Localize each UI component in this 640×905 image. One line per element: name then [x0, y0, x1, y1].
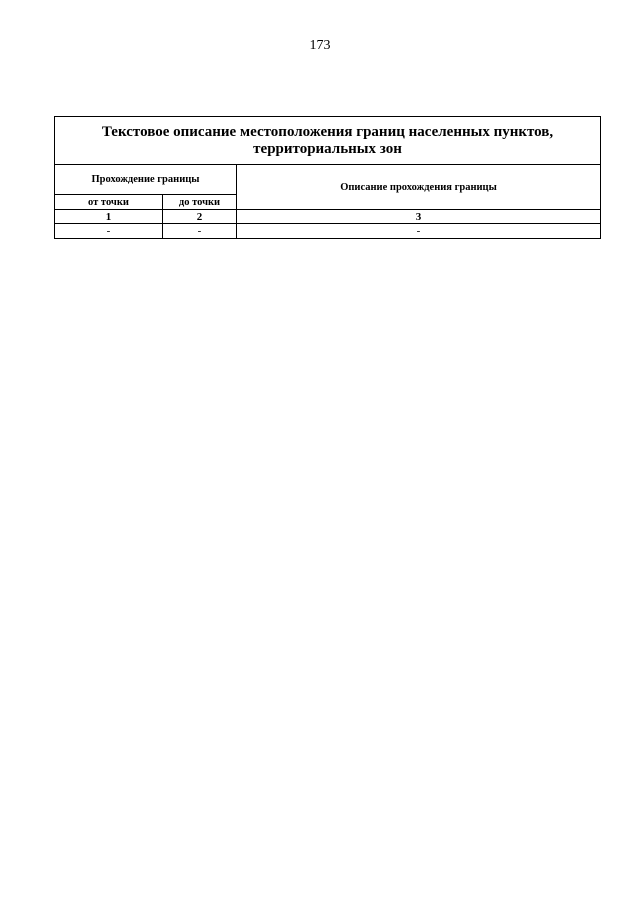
column-number-1: 1	[55, 210, 163, 224]
cell-from-point: -	[55, 224, 163, 239]
header-to-point: до точки	[163, 195, 237, 210]
boundary-description-table	[54, 116, 601, 239]
table-title-row	[55, 117, 601, 165]
header-from-point: от точки	[55, 195, 163, 210]
cell-to-point: -	[163, 224, 237, 239]
table-row	[55, 224, 601, 239]
table-header-row	[55, 165, 601, 195]
cell-description: -	[237, 224, 601, 239]
header-boundary-description: Описание прохождения границы	[237, 165, 601, 210]
column-number-row	[55, 210, 601, 224]
header-boundary-passage: Прохождение границы	[55, 165, 237, 195]
column-number-2: 2	[163, 210, 237, 224]
page-number: 173	[309, 38, 331, 53]
table-title-line-2: территориальных зон	[253, 140, 402, 157]
table-title-line-1: Текстовое описание местоположения границ населенных пунктов,	[101, 123, 554, 140]
table-title	[55, 117, 601, 165]
column-number-3: 3	[237, 210, 601, 224]
